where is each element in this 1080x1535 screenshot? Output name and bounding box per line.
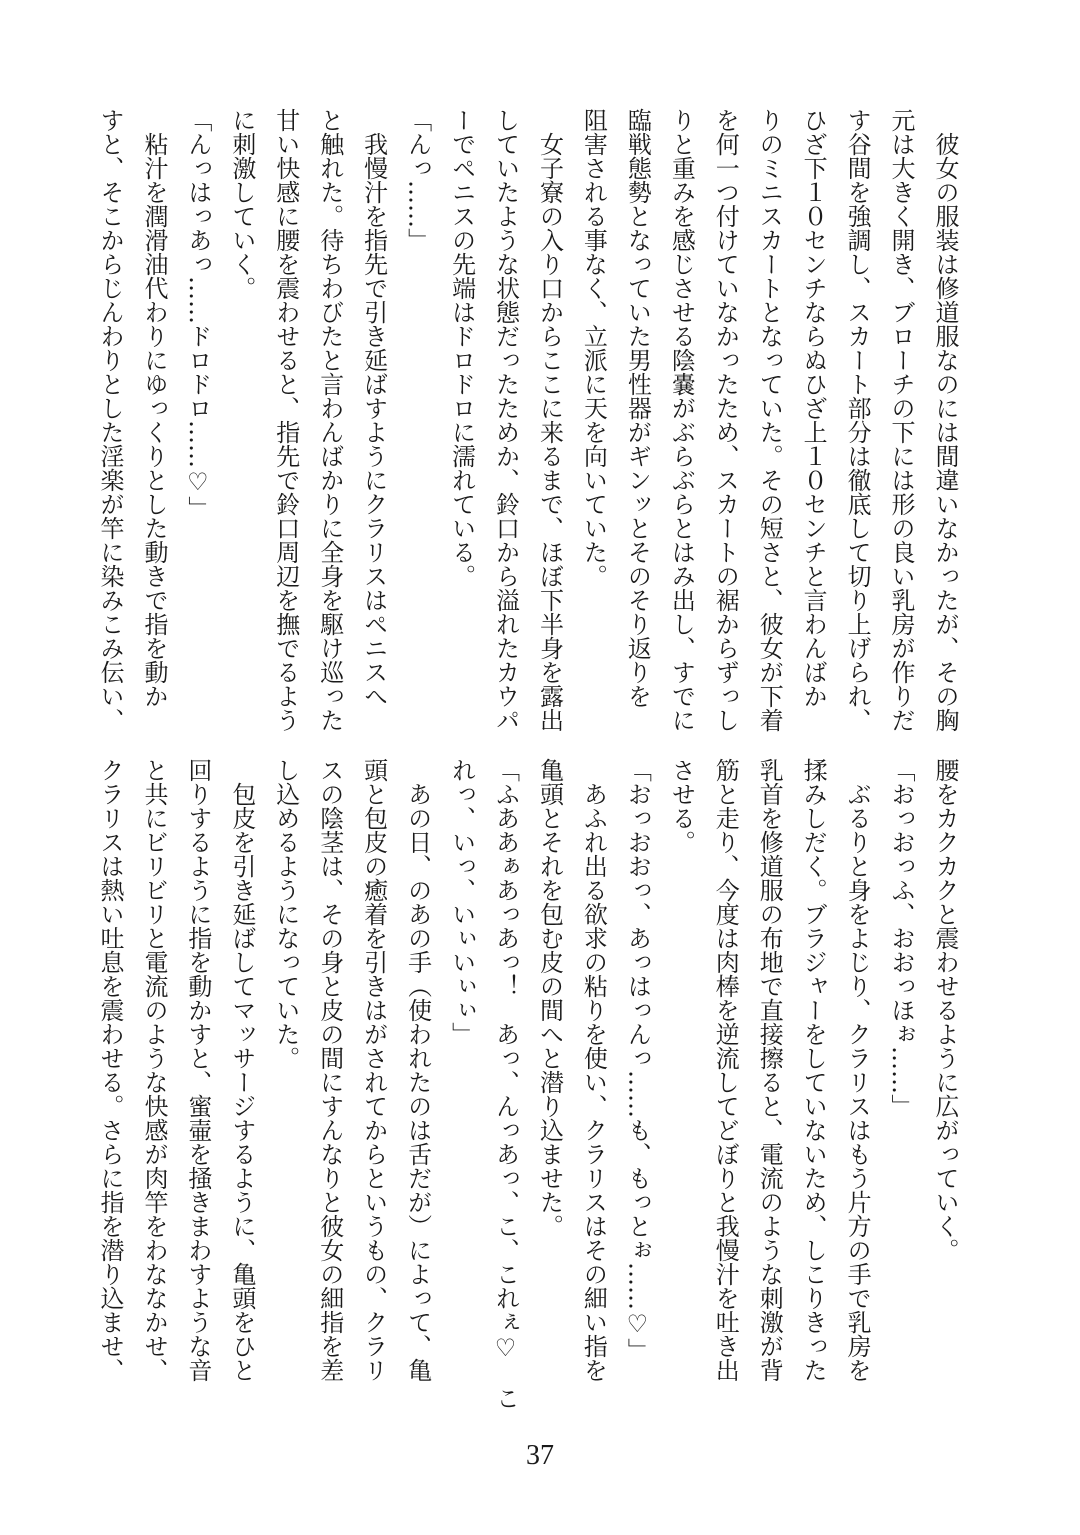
text-column: 臨戦態勢となっていた男性器がギンッとそのそり返りを — [623, 108, 652, 708]
text-column: 我慢汁を指先で引き延ばすようにクラリスはペニスへ — [359, 108, 388, 708]
text-column: スの陰茎は、その身と皮の間にすんなりと彼女の細指を差 — [315, 758, 344, 1382]
text-column: 亀頭とそれを包む皮の間へと潜り込ませた。 — [535, 758, 564, 1238]
text-column: と触れた。待ちわびたと言わんばかりに全身を駆け巡った — [315, 108, 344, 732]
text-column: 粘汁を潤滑油代わりにゆっくりとした動きで指を動か — [139, 108, 168, 708]
text-column: 腰をカクカクと震わせるように広がっていく。 — [931, 758, 959, 1262]
text-column: 「んっ……」 — [403, 108, 432, 252]
text-column: 「おっおおっ、あっはっんっ……も、もっとぉ……♡」 — [623, 758, 652, 1362]
text-column: と共にビリビリと電流のような快感が肉竿をわななかせ、 — [139, 758, 168, 1382]
text-column: 頭と包皮の癒着を引きはがされてからというもの、クラリ — [359, 758, 388, 1382]
text-column: れっ、いっ、いぃいぃぃ」 — [447, 758, 476, 1046]
text-column: 阻害される事なく、立派に天を向いていた。 — [579, 108, 608, 588]
text-column: 甘い快感に腰を震わせると、指先で鈴口周辺を撫でるよう — [271, 108, 300, 732]
text-column: 「んっはっあっ……ドロドロ……♡」 — [183, 108, 212, 520]
text-column: させる。 — [667, 758, 696, 854]
text-column: あの日、のあの手（使われたのは舌だが）によって、亀 — [403, 758, 432, 1382]
text-column: ぶるりと身をよじり、クラリスはもう片方の手で乳房を — [843, 758, 872, 1382]
text-column: りのミニスカートとなっていた。その短さと、彼女が下着 — [755, 108, 784, 732]
text-column: 彼女の服装は修道服なのには間違いなかったが、その胸 — [931, 108, 959, 732]
text-column: すと、そこからじんわりとした淫楽が竿に染みこみ伝い、 — [96, 108, 124, 732]
text-column: 「おっおっふ、おおっほぉ……」 — [887, 758, 916, 1118]
text-column: 「ふああぁあっあっ！ あっ、んっあっ、こ、これぇ♡ こ — [491, 758, 520, 1410]
text-column: 女子寮の入り口からここに来るまで、ほぼ下半身を露出 — [535, 108, 564, 732]
text-column: ーでペニスの先端はドロドロに濡れている。 — [447, 108, 476, 588]
text-column: していたような状態だったためか、鈴口から溢れたカウパ — [491, 108, 520, 732]
text-column: 元は大きく開き、ブローチの下には形の良い乳房が作りだ — [887, 108, 916, 732]
text-column: 包皮を引き延ばしてマッサージするように、亀頭をひと — [227, 758, 256, 1382]
text-column: 乳首を修道服の布地で直接擦ると、電流のような刺激が背 — [755, 758, 784, 1382]
text-column: あふれ出る欲求の粘りを使い、クラリスはその細い指を — [579, 758, 608, 1382]
text-column: を何一つ付けていなかったため、スカートの裾からずっし — [711, 108, 740, 732]
text-column: に刺激していく。 — [227, 108, 256, 300]
page-number: 37 — [526, 1440, 554, 1471]
upper-text-block — [0, 108, 1080, 748]
text-column: 筋と走り、今度は肉棒を逆流してどぼりと我慢汁を吐き出 — [711, 758, 740, 1382]
text-column: 揉みしだく。ブラジャーをしていないため、しこりきった — [799, 758, 828, 1382]
text-column: クラリスは熱い吐息を震わせる。さらに指を潜り込ませ、 — [96, 758, 124, 1382]
text-column: りと重みを感じさせる陰嚢がぶらぶらとはみ出し、すでに — [667, 108, 696, 732]
text-column: 回りするように指を動かすと、蜜壷を掻きまわすような音 — [183, 758, 212, 1382]
lower-text-block — [0, 758, 1080, 1410]
text-column: ひざ下１０センチならぬひざ上１０センチと言わんばか — [799, 108, 828, 708]
text-column: し込めるようになっていた。 — [271, 758, 300, 1070]
text-column: す谷間を強調し、スカート部分は徹底して切り上げられ、 — [843, 108, 872, 732]
